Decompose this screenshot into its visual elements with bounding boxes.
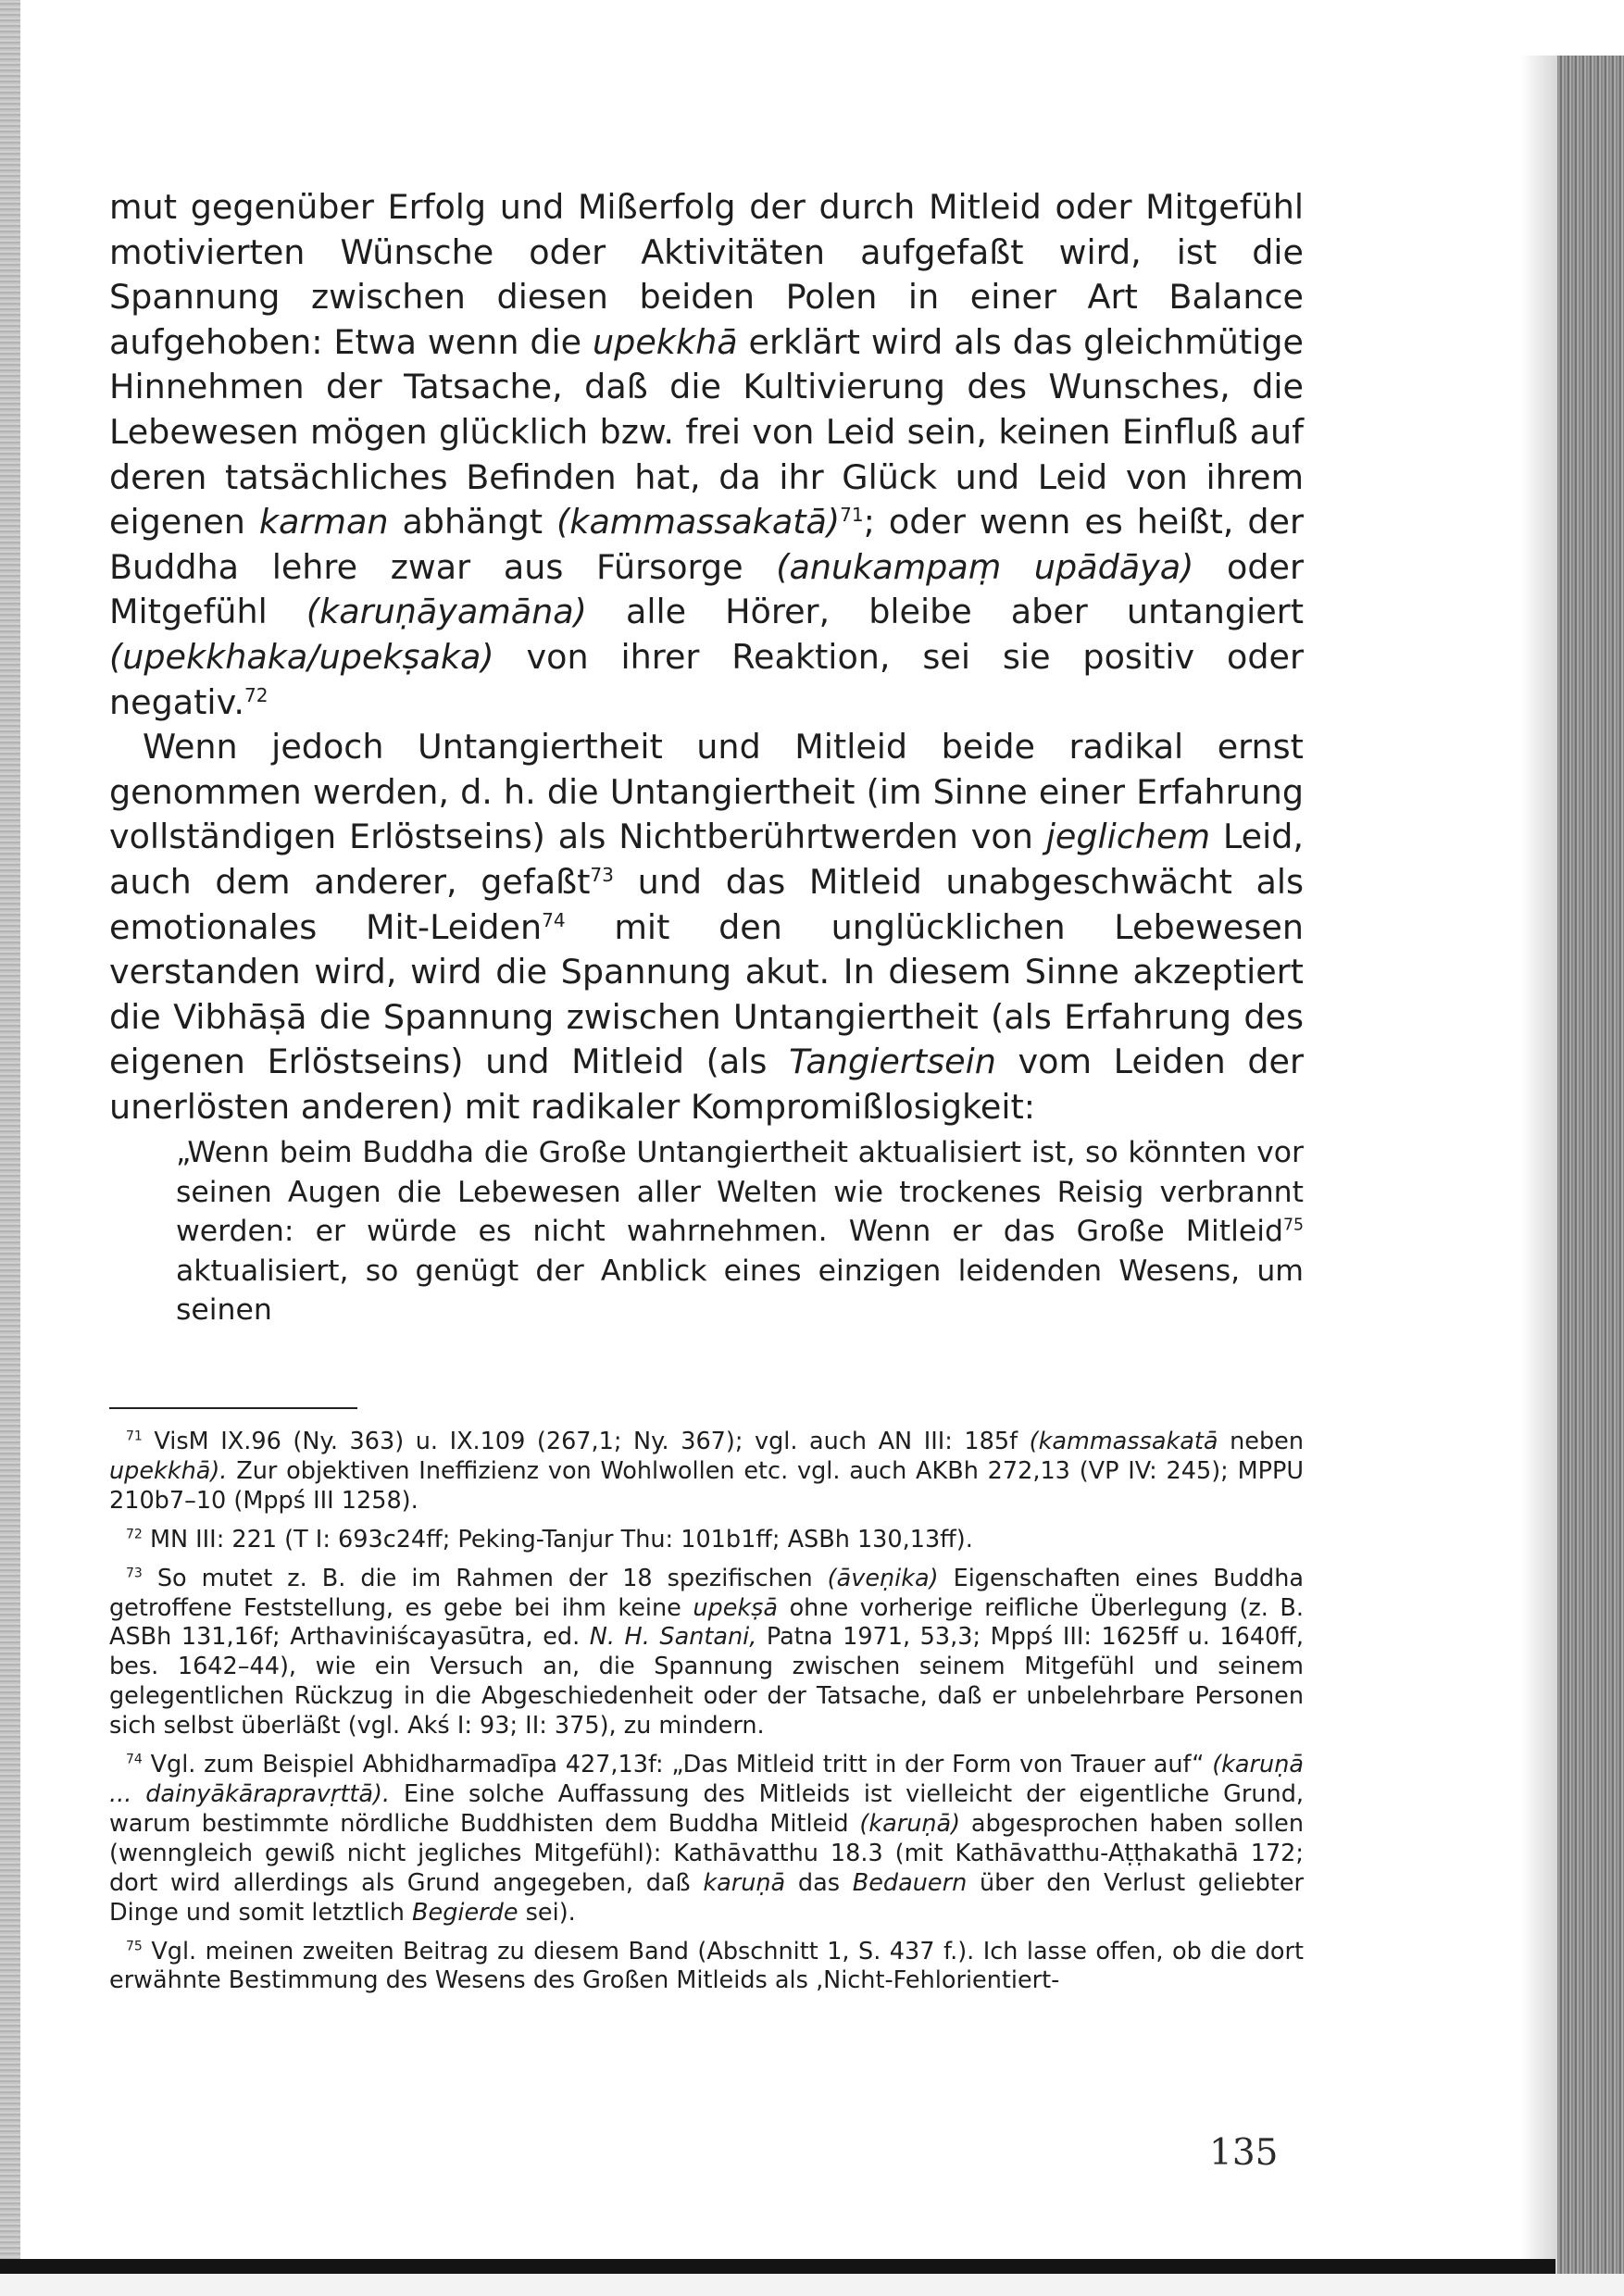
footnote-73: $^{73}$ So mutet z. B. die im Rahmen der 18 spezifischen (āveṇika) Eigenschaften eines Buddha getroffene Feststellung, es gebe bei ihm keine upekṣā ohne vorherige reifliche Überlegung (z. B. ASBh 131,16f; Arthaviniścayasūtra, ed. N. H. Santani, Patna 1971, 53,3; Mppś III: 1625ff u. 1640ff, bes. 1642–44), wie ein Versuch an, die Spannung zwischen seinem Mitgefühl und seinem gelegentlichen Rückzug in die Abgeschiedenheit oder der Tatsache, daß er unbelehrbare Personen sich selbst überläßt (vgl. Akś I: 93; II: 375), zu mindern. [109,1564,1305,1741]
footnote-ref-71[interactable]: 71 [840,504,864,526]
page-body [109,185,1304,1330]
paragraph-2: Wenn jedoch Untangiertheit und Mitleid beide radikal ernst genommen werden, d. h. die Untangiertheit (im Sinne einer Erfahrung vollständigen Erlöstseins) als Nichtberührtwerden von jeglichem Leid, auch dem anderer, gefaßt$^{73}$ und das Mitleid unabgeschwächt als emotionales Mit-Leiden$^{74}$ mit den unglücklichen Lebewesen verstanden wird, wird die Spannung akut. In diesem Sinne akzeptiert die Vibhāṣā die Spannung zwischen Untangiertheit (als Erfahrung des eigenen Erlöstseins) und Mitleid (als Tangiertsein vom Leiden der unerlösten anderen) mit radikaler Kompromißlosigkeit: [109,727,1304,1127]
paragraph-1: mut gegenüber Erfolg und Mißerfolg der durch Mitleid oder Mitgefühl motivierten Wünsche oder Aktivitäten aufgefaßt wird, ist die Spannung zwischen diesen beiden Polen in einer Art Balance aufgehoben: Etwa wenn die upekkhā erklärt wird als das gleichmütige Hinnehmen der Tatsache, daß die Kultivierung des Wunsches, die Lebewesen mögen glücklich bzw. frei von Leid sein, keinen Einfluß auf deren tatsächliches Befinden hat, da ihr Glück und Leid von ihrem eigenen karman abhängt (kammassakatā)$^{71}$; oder wenn es heißt, der Buddha lehre zwar aus Fürsorge (anukampaṃ upādāya) oder Mitgefühl (karuṇāyamāna) alle Hörer, bleibe aber untangiert (upekkhaka/upekṣaka) von ihrer Reaktion, sei sie positiv oder negativ.$^{72}$ [109,187,1305,722]
scan-bottom-strip [0,2274,1624,2296]
scan-edge-left [0,0,20,2296]
footnote-75: $^{75}$ Vgl. meinen zweiten Beitrag zu diesem Band (Abschnitt 1, S. 437 f.). Ich lasse offen, ob die dort erwähnte Bestimmung des Wesens des Großen Mitleids als ‚Nicht-Fehlorientiert- [109,1937,1305,1995]
page-number: 135 [1209,2132,1279,2174]
scan-edge-right [1557,56,1624,2277]
footnote-ref-75[interactable]: 75 [1282,1216,1304,1235]
footnotes [109,1428,1304,1996]
footnote-ref-73[interactable]: 73 [590,863,614,886]
scan-binding-shadow [1520,56,1557,2277]
main-text [109,185,1304,1129]
footnote-71: $^{71}$ VisM IX.96 (Ny. 363) u. IX.109 (267,1; Ny. 367); vgl. auch AN III: 185f (kammassakatā neben upekkhā). Zur objektiven Ineffizienz von Wohlwollen etc. vgl. auch AKBh 272,13 (VP IV: 245); MPPU 210b7–10 (Mppś III 1258). [109,1428,1304,1515]
footnote-72: $^{72}$ MN III: 221 (T I: 693c24ff; Peking-Tanjur Thu: 101b1ff; ASBh 130,13ff). [126,1525,973,1554]
footnote-separator [109,1407,357,1409]
footnote-74: $^{74}$ Vgl. zum Beispiel Abhidharmadīpa 427,13f: „Das Mitleid tritt in der Form von Trauer auf“ (karuṇā ... dainyākārapravṛttā). Eine solche Auffassung des Mitleids ist vielleicht der eigentliche Grund, warum bestimmte nördliche Buddhisten dem Buddha Mitleid (karuṇā) abgesprochen haben sollen (wenngleich gewiß nicht jegliches Mitgefühl): Kathāvatthu 18.3 (mit Kathāvatthu-Aṭṭhakathā 172; dort wird allerdings als Grund angegeben, daß karuṇā das Bedauern über den Verlust geliebter Dinge und somit letztlich Begierde sei). [109,1751,1304,1927]
block-quote: „Wenn beim Buddha die Große Untangiertheit aktualisiert ist, so könnten vor seinen Augen die Lebewesen aller Welten wie trockenes Reisig verbrannt werden: er würde es nicht wahrnehmen. Wenn er das Große Mitleid$^{75}$ aktualisiert, so genügt der Anblick eines einzigen leidenden Wesens, um seinen [176,1136,1304,1328]
footnote-ref-72[interactable]: 72 [244,683,269,706]
scan-bottom-bar [0,2259,1555,2274]
footnote-ref-74[interactable]: 74 [542,908,566,931]
